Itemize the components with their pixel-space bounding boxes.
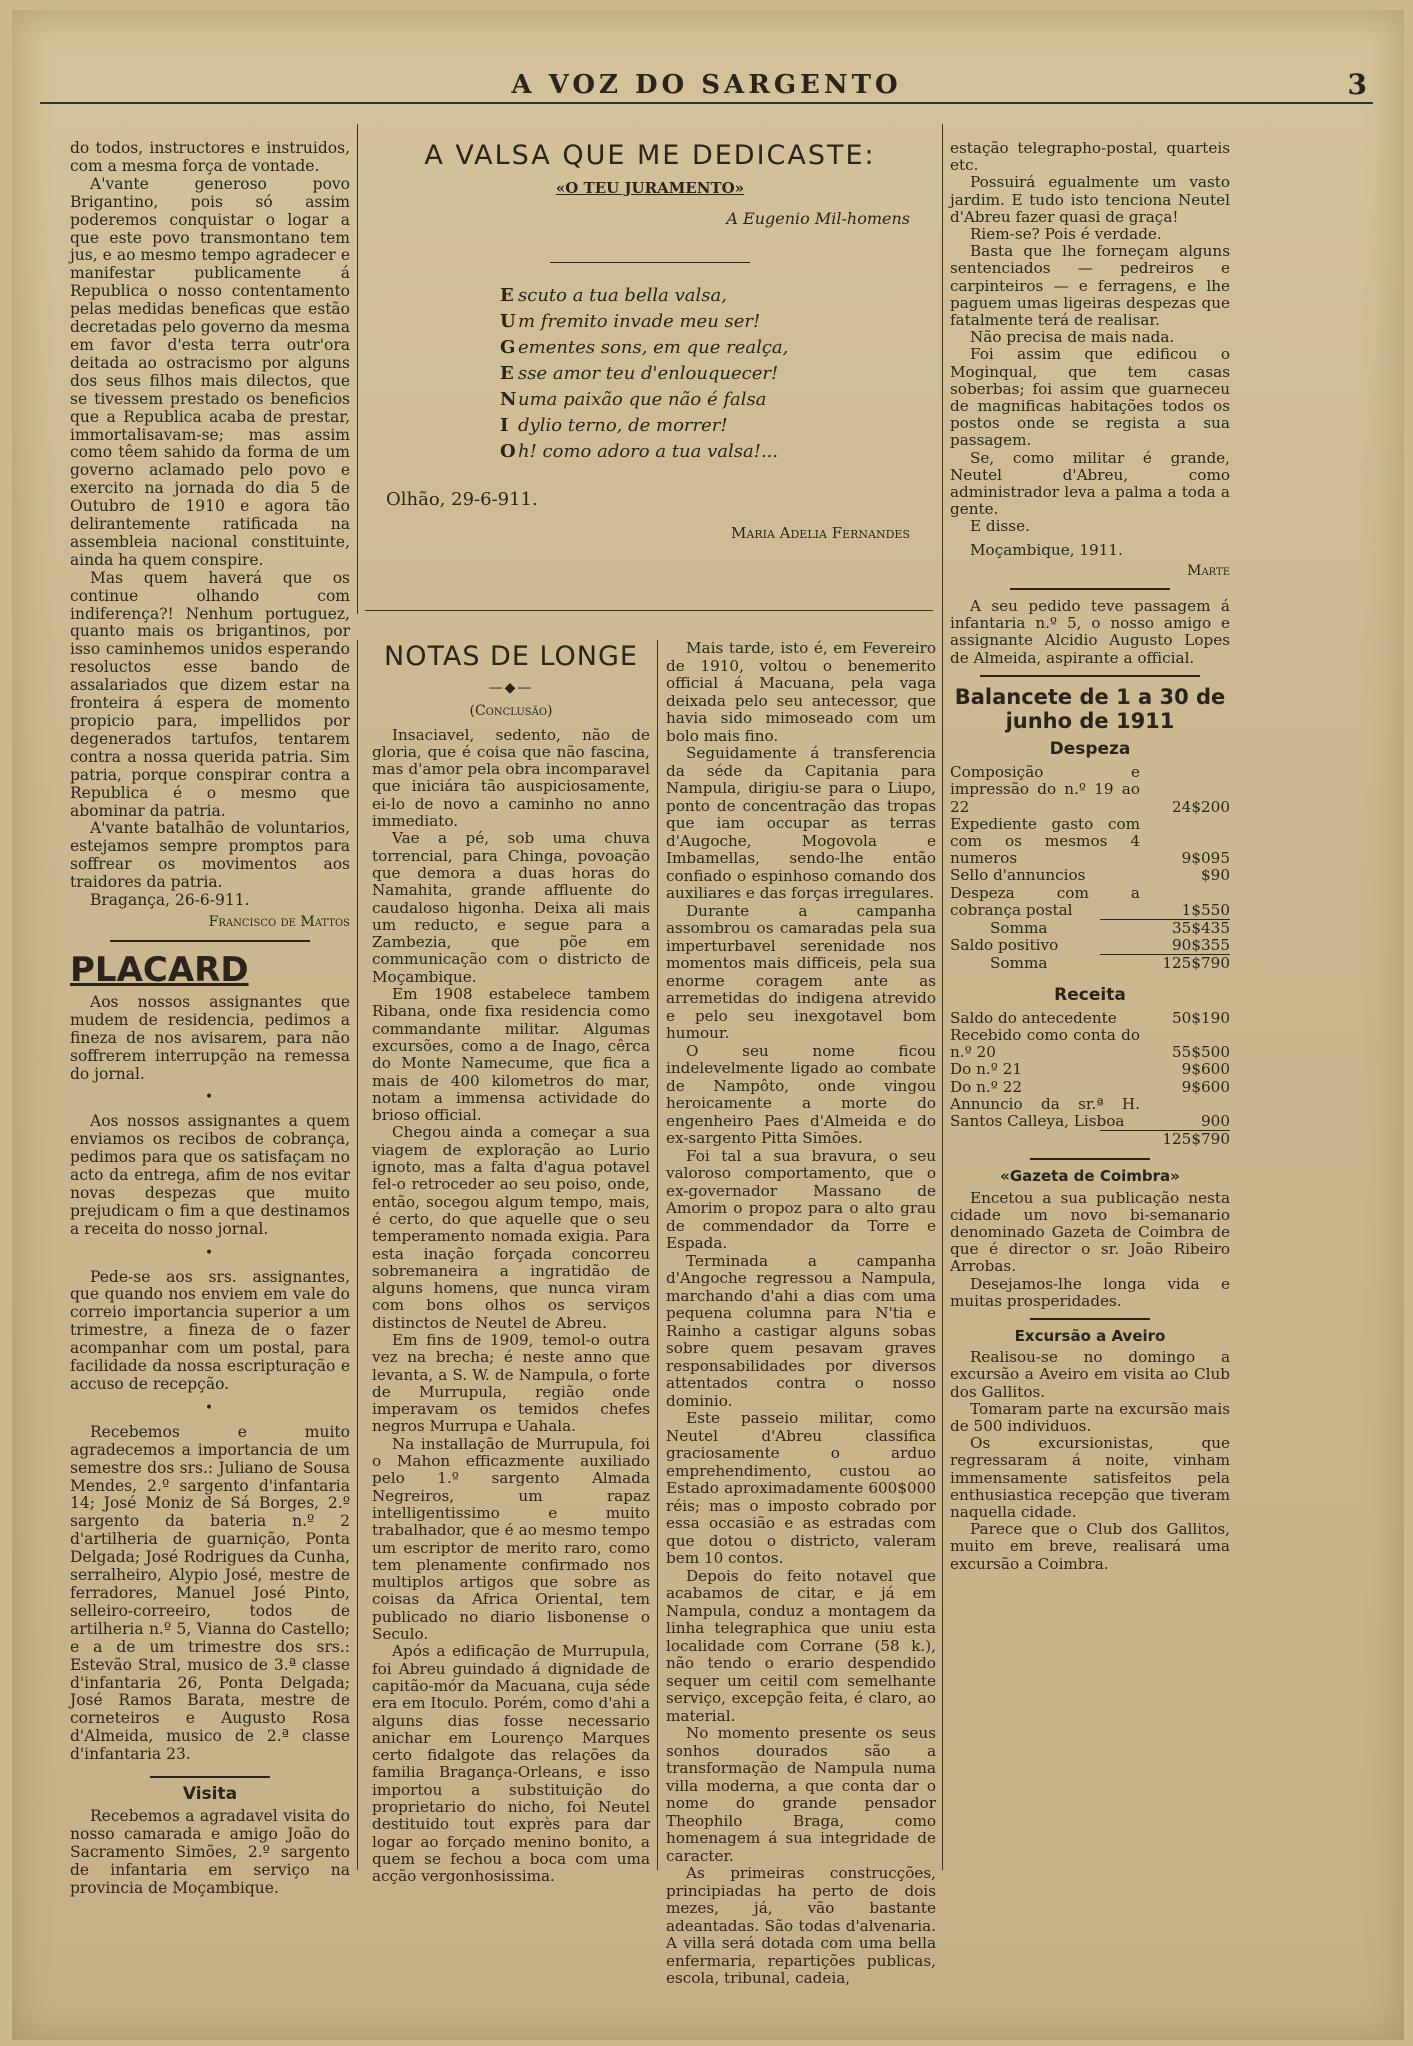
paragraph: Foi assim que edificou o Moginqual, que tem casas soberbas; foi assim que guarneceu de magnificas habitações todos os postos onde se regista a sua passagem. [950, 345, 1230, 450]
paragraph: Possuirá egualmente um vasto jardim. E tudo isto tenciona Neutel d'Abreu fazer quasi de graça! [950, 173, 1230, 226]
paragraph: A'vante generoso povo Brigantino, pois só assim poderemos conquistar o logar a que este povo transmontano tem jus, e ao mesmo tempo agradecer e manifestar publicamente á Republica o nosso contentamento pelas medidas beneficas que estão decretadas pelo governo da mesma em favor d'esta terra outr'ora deitada ao ostracismo por alguns dos seus filhos mais dilectos, que se tivessem prestado os beneficios que a Republica acaba de prestar, immortalisavam-se; mas assim como têem sahido da forma de um governo aclamado pelo povo e exercito na jornada do dia 5 de Outubro de 1910 e agora tão delirantemente ratificada na assembleia nacional constituinte, ainda ha quem conspire. [70, 174, 350, 569]
paragraph: Foi tal a sua bravura, o seu valoroso comportamento, que o ex-governador Massano de Amorim o propoz para o alto grau de commendador da Torre e Espada. [666, 1146, 936, 1252]
paragraph: Insaciavel, sedento, não de gloria, que é coisa que não fascina, mas d'amor pela obra incomparavel que iniciára tão auspiciosamente, ei-lo de novo a caminho no anno immediato. [372, 725, 650, 831]
poem-signature: Maria Adelia Fernandes [731, 524, 910, 542]
paragraph: Mas quem haverá que os continue olhando com indiferença?! Nenhum portuguez, quanto mais os brigantinos, por isso caminhemos unidos esperando resoluctos esse bando de assalariados que dizem estar na fronteira á espera de momento propicio para, impellidos por degenerados tartufos, tentarem contra a nossa querida patria. Sim patria, porque conspirar contra a Republica é o mesmo que abominar da patria. [70, 568, 350, 820]
poem-section [370, 140, 930, 542]
separator-mark: —◆— [488, 680, 534, 696]
divider-rule [1030, 1318, 1150, 1320]
placard-notice: Aos nossos assignantes a quem enviamos os recibos de cobrança, pedimos para que os satisfaçam no acto da entrega, afim de nos evitar novas despezas que muito prejudicam o fim a que destinamos a receita do nosso jornal. [70, 1112, 350, 1238]
paragraph: estação telegrapho-postal, quarteis etc. [950, 139, 1230, 175]
paragraph: Encetou a sua publicação nesta cidade um novo bi-semanario denominado Gazeta de Coimbra de que é director o sr. João Ribeiro Arrobas. [950, 1188, 1230, 1276]
paragraph: A'vante batalhão de voluntarios, estejamos sempre promptos para soffrear os movimentos aos traidores da patria. [70, 819, 350, 892]
poem-line: O h! como adoro a tua valsa!... [500, 441, 779, 462]
despeza-title: Despeza [1049, 738, 1131, 759]
masthead [40, 62, 1373, 104]
ledger-row: Expediente gasto com com os mesmos 4 numeros 9$095 [950, 814, 1230, 868]
section-divider [365, 610, 933, 611]
paragraph: Durante a campanha assombrou os camaradas pela sua imperturbavel serenidade nos momentos mais difficeis, pela sua enorme coragem ante as arremetidas do indigena atrevido e pelo seu inexgotavel bom humour. [666, 901, 936, 1042]
place-date: Bragança, 26-6-911. [90, 891, 250, 910]
paragraph: do todos, instructores e instruidos, com a mesma força de vontade. [70, 139, 350, 175]
paragraph: Em 1908 estabelece tambem Ribana, onde fixa residencia como commandante militar. Algumas excursões, como a de Inago, cêrca do Monte Namecume, que fica a mais de 400 kilometros do mar, notam a immensa actividade do brioso official. [372, 985, 650, 1125]
column-4 [950, 140, 1230, 1573]
notas-title: NOTAS DE LONGE [384, 641, 638, 672]
paragraph: Desejamos-lhe longa vida e muitas prosperidades. [950, 1274, 1230, 1310]
poem-line: E scuto a tua bella valsa, [500, 285, 727, 306]
column-divider [357, 640, 358, 1870]
newspaper-title: A VOZ DO SARGENTO [511, 70, 902, 100]
place-date: Moçambique, 1911. [970, 540, 1123, 559]
paragraph: Na installação de Murrupula, foi o Mahon efficazmente auxiliado pelo 1.º sargento Almada Negreiros, um rapaz intelligentissimo e muito trabalhador, que é ao mesmo tempo um escriptor de merito raro, como tem plenamente confirmado nos multiplos artigos que sobre as coisas da Africa Oriental, tem publicado no diario lisbonense o Seculo. [372, 1434, 650, 1644]
paragraph: Este passeio militar, como Neutel d'Abreu classifica graciosamente o arduo emprehendimento, custou ao Estado aproximadamente 600$000 réis; mas o imposto cobrado por essa occasião e as estradas com que dotou o districto, valeram bem 10 contos. [666, 1409, 936, 1567]
ledger-row: Do n.º 22 9$600 [950, 1077, 1230, 1096]
poem-line: E sse amor teu d'enlouquecer! [500, 363, 779, 384]
paragraph: Os excursionistas, que regressaram á noite, vinham immensamente satisfeitos pela enthusiastica recepção que tiveram naquella cidade. [950, 1434, 1230, 1522]
paragraph: Realisou-se no domingo a excursão a Aveiro em visita ao Club dos Gallitos. [950, 1348, 1230, 1401]
ledger-row: Sello d'annuncios $90 [950, 866, 1230, 885]
paragraph: Parece que o Club dos Gallitos, muito em breve, realisará uma excursão a Coimbra. [950, 1520, 1230, 1573]
excursao-title: Excursão a Aveiro [1014, 1326, 1166, 1345]
ledger-row: Composição e impressão do n.º 19 ao 22 24$200 [950, 763, 1230, 816]
paragraph: Não precisa de mais nada. [970, 328, 1175, 347]
divider-rule [110, 940, 310, 942]
divider-rule [1030, 1158, 1150, 1160]
paragraph: Vae a pé, sob uma chuva torrencial, para Chinga, povoação que demora a duas horas do Namahita, grande affluente do caudaloso higonha. Deixa ali mais um reducto, e segue para a Zambezia, que põe em communicação com o districto de Moçambique. [372, 829, 650, 986]
paragraph: Tomaram parte na excursão mais de 500 individuos. [950, 1399, 1230, 1435]
poem-line: U m fremito invade meu ser! [500, 311, 761, 332]
placard-title: PLACARD [70, 949, 249, 990]
poem-dedication: A Eugenio Mil-homens [726, 209, 910, 228]
gazeta-title: «Gazeta de Coimbra» [1000, 1167, 1180, 1186]
poem-line: G ementes sons, em que realça, [500, 337, 789, 358]
paragraph: Se, como militar é grande, Neutel d'Abreu, como administrador leva a palma a toda a gente. [950, 448, 1230, 519]
divider-rule [980, 675, 1200, 677]
separator-mark: • [204, 1244, 216, 1261]
poem-place-date: Olhão, 29-6-911. [386, 489, 538, 510]
notas-column-b [666, 640, 936, 1988]
poem-line: Numa paixão que não é falsa [500, 389, 767, 410]
balancete-title: Balancete de 1 a 30 de junho de 1911 [954, 684, 1226, 733]
signature: Marte [1187, 562, 1230, 579]
page-number: 3 [1347, 68, 1367, 101]
column-divider [657, 640, 658, 1870]
paragraph: Em fins de 1909, temol-o outra vez na brecha; é neste anno que levanta, a S. W. de Nampula, o forte de Murrupula, região onde imperavam os temidos chefes negros Murrupa e Uahala. [372, 1330, 650, 1436]
paragraph: Terminada a campanha d'Angoche regressou a Nampula, marchando d'ahi a dias com uma pequena columna para N'tia e Rainho a castigar alguns sobas sobre quem pesavam graves responsabilidades por diversos attentados contra o nosso dominio. [666, 1251, 936, 1410]
receita-title: Receita [1054, 984, 1126, 1005]
signature: Francisco de Mattos [208, 913, 350, 930]
poem-lines [500, 283, 930, 465]
paragraph: Depois do feito notavel que acabamos de citar, e já em Nampula, conduz a montagem da linha telegraphica que uniu esta localidade com Corrane (58 k.), não tendo o erario despendido sequer um ceitil com semelhante serviço, excepção feita, é claro, ao material. [666, 1566, 936, 1725]
paragraph: Mais tarde, isto é, em Fevereiro de 1910, voltou o benemerito official á Macuana, pela vaga deixada pelo seu antecessor, que havia sido mimoseado com um bolo mais fino. [666, 639, 936, 745]
ledger-row: Annuncio da sr.ª H. Santos Calleya, Lisboa 900 [950, 1094, 1230, 1130]
placard-notice: Recebemos e muito agradecemos a importancia de um semestre dos srs.: Juliano de Sousa Mendes, 2.º sargento d'infantaria 14; José Moniz de Sá Borges, 2.º sargento da bateria n.º 2 d'artilheria de guarnição, Ponta Delgada; José Rodrigues da Cunha, serralheiro, Alypio José, mestre de ferradores, Manuel José Pinto, selleiro-correeiro, todos de artilheria n.º 5, Vianna do Castello; e a de um trimestre dos srs.: Estevão Stral, musico de 3.ª classe d'infantaria 26, Ponta Delgada; José Ramos Barata, mestre de corneteiros e Augusto Rosa d'Almeida, musico de 2.ª classe d'infantaria 23. [70, 1422, 350, 1764]
paragraph: No momento presente os seus sonhos dourados são a transformação de Nampula numa villa moderna, a que conta dar o nome do grande pensador Theophilo Braga, como homenagem á sua integridade de caracter. [666, 1724, 936, 1865]
column-divider [942, 124, 943, 1870]
paragraph: Seguidamente á transferencia da séde da Capitania para Nampula, dirigiu-se para o Liupo, ponto de concentração das tropas que iam occupar as terras d'Augoche, Mogovola e Imbamellas, sendo-lhe então confiado o espinhoso comando dos auxiliares e das forças irregulares. [666, 744, 936, 902]
poem-title: A VALSA QUE ME DEDICASTE: [424, 140, 876, 171]
separator-mark: • [204, 1089, 216, 1106]
ledger-row: Do n.º 21 9$600 [950, 1060, 1230, 1079]
paragraph: Riem-se? Pois é verdade. [970, 225, 1162, 244]
ledger-row: Somma 35$435 [990, 918, 1230, 937]
separator-mark: • [204, 1399, 216, 1416]
placard-notice: Aos nossos assignantes que mudem de residencia, pedimos a fineza de nos avisarem, para não soffrerem interrupção na remessa do jornal. [70, 992, 350, 1083]
visita-text: Recebemos a agradavel visita do nosso camarada e amigo João do Sacramento Simões, 2.º sargento de infantaria em serviço na provincia de Moçambique. [70, 1806, 350, 1897]
poem-subtitle: «O TEU JURAMENTO» [555, 179, 745, 197]
notice: A seu pedido teve passagem á infantaria n.º 5, o nosso amigo e assignante Alcidio Augusto Lopes de Almeida, aspirante a official. [950, 597, 1230, 667]
paragraph: As primeiras construcções, principiadas ha perto de dois mezes, já, vão bastante adeantadas. São todas d'alvenaria. A villa será dotada com uma bella enfermaria, repartições publicas, escola, tribunal, cadeia, [666, 1864, 936, 1987]
paragraph: E disse. [970, 517, 1030, 536]
divider-rule [150, 1776, 270, 1778]
notas-column-a [372, 640, 650, 1885]
column-divider [357, 124, 358, 614]
poem-line: I dylio terno, de morrer! [500, 415, 728, 436]
visita-title: Visita [182, 1784, 238, 1805]
paragraph: Após a edificação de Murrupula, foi Abreu guindado á dignidade de capitão-mór da Macuana, cuja séde era em Itoculo. Porém, como d'ahi a alguns dias fosse necessario anichar em Lourenço Marques certo fidalgote das relações da familia Bragança-Orleans, e isso importou a substituição do proprietario do nicho, foi Neutel destituido tout exprès para dar logar ao forçado menino bonito, a quem se fechou a boca com uma acção vergonhosissima. [372, 1642, 650, 1886]
paragraph: O seu nome ficou indelevelmente ligado ao combate de Nampôto, onde vingou heroicamente a morte do engenheiro Paes d'Almeida e do ex-sargento Pitta Simões. [666, 1041, 936, 1147]
divider-rule [1010, 588, 1170, 590]
column-1 [70, 140, 350, 1897]
placard-notice: Pede-se aos srs. assignantes, que quando nos enviem em vale do correio importancia superior a um trimestre, a fineza de o fazer acompanhar com um postal, para facilidade da nossa escripturação e accuso de recepção. [70, 1267, 350, 1393]
paragraph: Basta que lhe forneçam alguns sentenciados — pedreiros e carpinteiros — e ferragens, e lhe paguem umas ligeiras despezas que fatalmente terá de realisar. [950, 242, 1230, 330]
ledger-row: Saldo positivo 90$355 [950, 936, 1230, 955]
ledger-row: Despeza com a cobrança postal 1$550 [950, 883, 1230, 919]
paragraph: Chegou ainda a começar a sua viagem de exploração ao Lurio ignoto, mas a falta d'agua potavel fel-o retroceder ao seu poiso, onde, então, socegou algum tempo, mais, é certo, do que aquelle que o seu temperamento nomada exigia. Para esta inação forçada concorreu sobremaneira a ingratidão de alguns homens, que nunca viram com bons olhos os serviços distinctos de Neutel de Abreu. [372, 1123, 650, 1332]
ledger-row: Recebido como conta do n.º 20 55$500 [950, 1025, 1230, 1062]
divider-rule [550, 262, 750, 263]
ledger-row: Somma 125$790 [990, 954, 1230, 973]
ledger-row: Saldo do antecedente 50$190 [950, 1008, 1230, 1027]
notas-subtitle: (Conclusão) [469, 703, 553, 720]
ledger-row: 125$790 [1162, 1130, 1230, 1149]
